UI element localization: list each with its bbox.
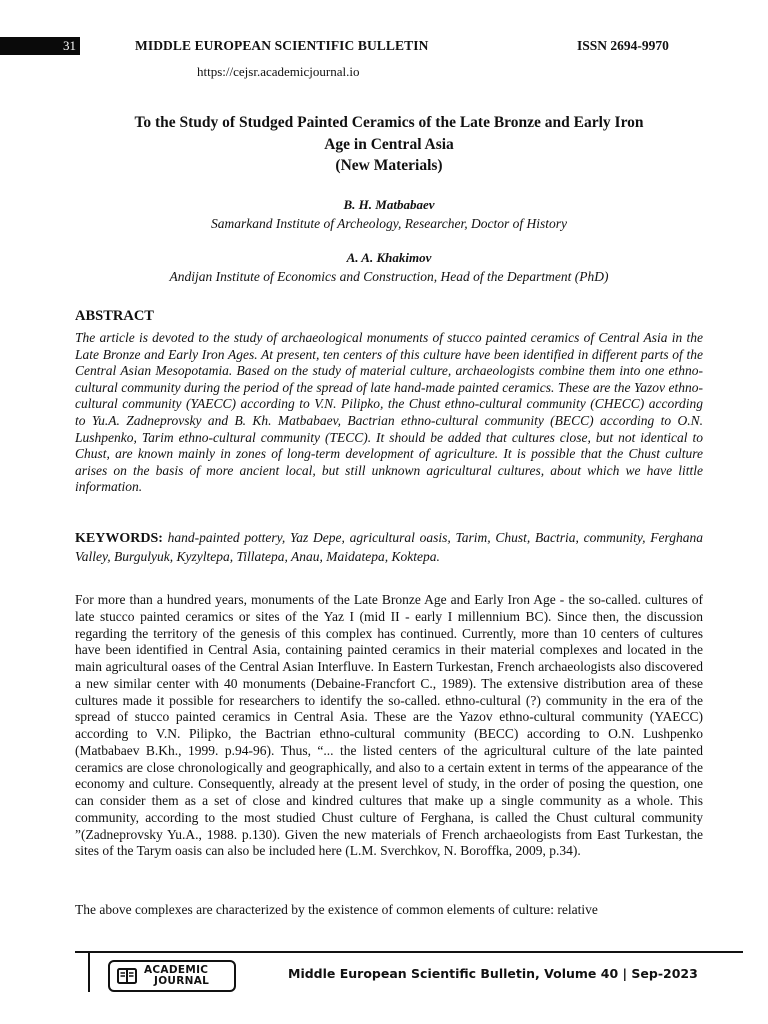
logo-line-1: ACADEMIC [144,964,209,976]
body-paragraph-2: The above complexes are characterized by the existence of common elements of culture: relative [75,902,598,917]
footer-divider [75,951,743,953]
book-icon [116,966,138,986]
article-title [75,112,703,177]
title-line-1: To the Study of Studged Painted Ceramics of the Late Bronze and Early Iron [134,114,644,131]
author-1-affiliation: Samarkand Institute of Archeology, Researcher, Doctor of History [210,216,568,231]
academic-journal-logo [108,960,236,992]
issn: ISSN 2694-9970 [577,38,669,53]
title-line-3: (New Materials) [335,157,443,174]
body-paragraph-1: For more than a hundred years, monuments of the Late Bronze Age and Early Iron Age - the so-called. cultures of late stucco painted ceramics or sites of the Yaz I (mid II - early I millennium BC). Since then, the discussion regarding the territory of the genesis of this complex has continued. Currently, more than 10 centers of cultures have been identified in Central Asia, containing painted ceramics in their material complexes and located in the main agricultural oases of the Central Asian Interfluve. In Eastern Turkestan, French archaeologists also discovered a new similar center with 40 monuments (Debaine-Francfort C., 1989). The extensive distribution area of these cultures made it possible for researchers to identify the so-called. ethno-cultural (?) community in the era of the spread of stucco painted ceramics in Central Asia. These are the Yazov ethno-cultural community (YAECC) according to V.N. Pilipko, the Bactrian ethno-cultural community (BECC) according to O.N. Lushpenko (Matbabaev B.Kh., 1999. p.94-96). Thus, “... the listed centers of the agricultural culture of the late painted ceramics are close chronologically and geographically, and also to a certain extent in terms of the appearance of the economy and culture. Consequently, already at the present level of study, in the order of posing the question, one can consider them as a set of close and kindred cultures that make up a single community as a whole. This community, according to the most studied Chust culture of Ferghana, is called the Chust cultural community ”(Zadneprovsky Yu.A., 1988. p.130). Given the new materials of French archaeologists from East Turkestan, the sites of the Tarym oasis can also be included here (L.M. Sverchkov, N. Boroffka, 2009, p.34). [75,592,703,859]
abstract-heading: ABSTRACT [75,308,154,324]
footer-citation: Middle European Scientific Bulletin, Volume 40 | Sep-2023 [288,966,698,981]
keywords-list: hand-painted pottery, Yaz Depe, agricultural oasis, Tarim, Chust, Bactria, community, Ferghana Valley, Burgulyuk, Kyzyltepa, Tillatepa, Anau, Maidatepa, Koktepa. [75,530,703,564]
logo-line-2: JOURNAL [154,975,210,987]
keywords-label: KEYWORDS: [75,531,163,546]
journal-url-link[interactable]: https://cejsr.academicjournal.io [197,64,360,79]
logo-text [144,965,209,987]
title-line-2: Age in Central Asia [324,135,454,153]
keywords [75,529,703,565]
journal-title: MIDDLE EUROPEAN SCIENTIFIC BULLETIN [135,38,429,53]
page-number: 31 [0,37,80,55]
author-1-name: B. H. Matbabaev [343,197,435,212]
footer-vertical-divider [88,952,90,992]
author-2-name: A. A. Khakimov [346,250,432,265]
author-2-affiliation: Andijan Institute of Economics and Construction, Head of the Department (PhD) [169,269,609,284]
abstract-text: The article is devoted to the study of archaeological monuments of stucco painted ceramics of Central Asia in the Late Bronze and Early Iron Ages. At present, ten centers of this culture have been identified in different parts of the Central Asian Mesopotamia. Based on the study of material culture, archaeologists combine them into one ethno-cultural community during the period of the spread of late hand-made painted ceramics. These are the Yazov ethno-cultural community (YAECC) according to V.N. Pilipko, the Chust ethno-cultural community (CHECC) according to Yu.A. Zadneprovsky and B. Kh. Matbabaev, Bactrian ethno-cultural community (BECC) according to O.N. Lushpenko, Tarim ethno-cultural community (TECC). It should be added that cultures close, but not identical to Chust, are known mainly in zones of long-term development of agriculture. It is possible that the Chust culture arises on the basis of more ancient local, but still unknown agricultural cultures, about which we have little information. [75,330,703,495]
